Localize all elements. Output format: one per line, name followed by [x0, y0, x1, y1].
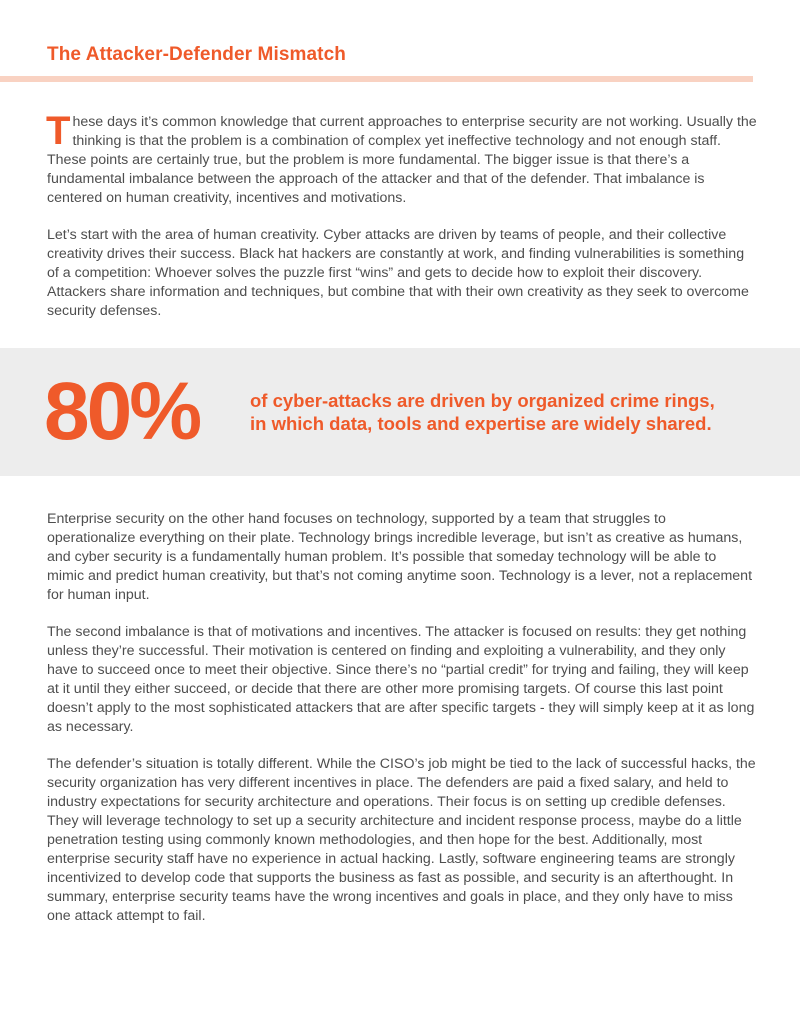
paragraph-motivations-incentives: The second imbalance is that of motivations and incentives. The attacker is focused on results: they get nothing unless they’re successful. Their motivation is centered on finding and exploiting a vulnerability, and they only have to succeed once to meet their objective. Since there’s no “partial credit” for trying and failing, they will keep at it until they either succeed, or decide that there are other more promising targets. Of course this last point doesn’t apply to the most sophisticated attackers that are after specific targets - they will simply keep at it as long as necessary. — [47, 624, 755, 735]
title-divider — [0, 76, 753, 82]
intro-paragraph-text: hese days it’s common knowledge that current approaches to enterprise security are not working. Usually the thinking is that the problem is a combination of complex yet ineffective technology and not enough staff. These points are certainly true, but the problem is more fundamental. The bigger issue is that there’s a fundamental imbalance between the approach of the attacker and that of the defender. That imbalance is centered on human creativity, incentives and motivations. — [47, 114, 757, 206]
drop-cap: T — [46, 109, 71, 153]
callout-caption-line-1: of cyber-attacks are driven by organized crime rings, — [250, 390, 715, 411]
callout-caption-line-2: in which data, tools and expertise are widely shared. — [250, 413, 712, 434]
paragraph-defender-situation: The defender’s situation is totally different. While the CISO’s job might be tied to the lack of successful hacks, the security organization has very different incentives in place. The defenders are paid a fixed salary, and held to industry expectations for security architecture and operations. Their focus is on setting up credible defenses. They will leverage technology to set up a security architecture and incident response process, maybe do a little penetration testing using commonly known methodologies, and then hope for the best. Additionally, most enterprise security staff have no experience in actual hacking. Lastly, software engineering teams are strongly incentivized to develop code that supports the business as fast as possible, and security is an afterthought. In summary, enterprise security teams have the wrong incentives and goals in place, and they only have to miss one attack attempt to fail. — [47, 756, 756, 924]
paragraph-enterprise-technology: Enterprise security on the other hand focuses on technology, supported by a team that struggles to operationalize everything on their plate. Technology brings incredible leverage, but isn’t as creative as humans, and cyber security is a fundamentally human problem. It’s possible that someday technology will be able to mimic and predict human creativity, but that’s not coming anytime soon. Technology is a lever, not a replacement for human input. — [47, 511, 753, 603]
callout-statistic-value: 80% — [44, 366, 200, 457]
intro-paragraph — [46, 109, 757, 208]
callout-statistic-caption — [250, 389, 770, 435]
paragraph-human-creativity: Let’s start with the area of human creativity. Cyber attacks are driven by teams of people, and their collective creativity drives their success. Black hat hackers are constantly at work, and finding vulnerabilities is something of a competition: Whoever solves the puzzle first “wins” and gets to decide how to exploit their discovery. Attackers share information and techniques, but combine that with their own creativity as they seek to overcome security defenses. — [47, 227, 749, 319]
page-title: The Attacker-Defender Mismatch — [47, 44, 346, 65]
